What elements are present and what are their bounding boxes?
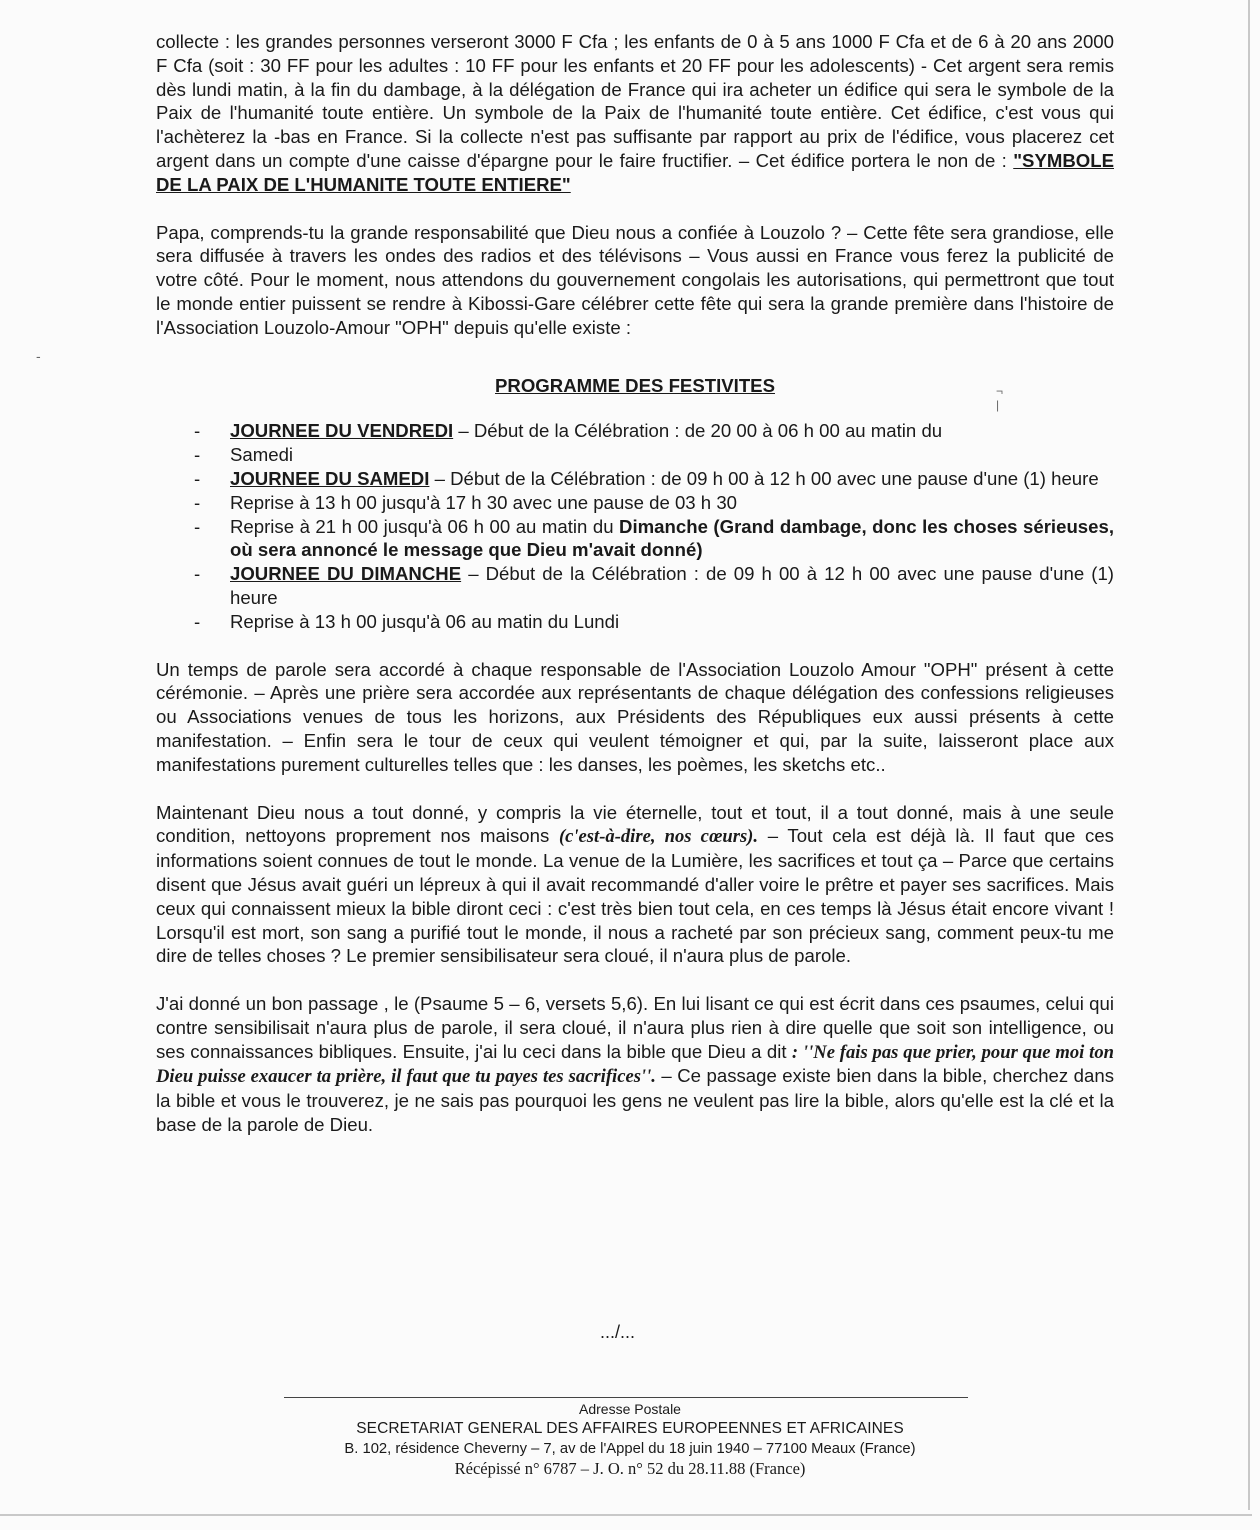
list-item: - JOURNEE DU VENDREDI – Début de la Célébration : de 20 00 à 06 h 00 au matin du <box>194 420 943 442</box>
footer-divider <box>284 1397 968 1398</box>
list-item: - Reprise à 13 h 00 jusqu'à 17 h 30 avec une pause de 03 h 30 <box>194 491 737 513</box>
letter-body <box>156 30 1114 1137</box>
postal-address-footer <box>250 1399 1010 1479</box>
symbol-name-emphasis: "SYMBOLE DE LA PAIX DE L'HUMANITE TOUTE ENTIERE" <box>156 149 1114 195</box>
paragraph-psaume: J'ai donné un bon passage , le (Psaume 5 – 6, versets 5,6). En lui lisant ce qui est écrit dans ces psaumes, celui qui contre sensibilisait n'aura plus de parole, il sera cloué, il n'aura plus rien à dire quelle que soit son intelligence, ou ses connaissances bibliques. Ensuite, j'ai lu ceci dans la bible que Dieu a dit : ''Ne fais pas que prier, pour que moi ton Dieu puisse exaucer ta prière, il faut que tu payes tes sacrifices''. – Ce passage existe bien dans la bible, cherchez dans la bible et vous le trouverez, je ne sais pas pourquoi les gens ne veulent pas lire la bible, alors qu'elle est la clé et la base de la parole de Dieu. <box>156 993 1114 1136</box>
paragraph-responsabilite: Papa, comprends-tu la grande responsabilité que Dieu nous a confiée à Louzolo ? – Cette fête sera grandiose, elle sera diffusée à travers les ondes des radios et des télévisons – Vous aussi en France vous ferez la publicité de votre côté. Pour le moment, nous attendons du gouvernement congolais les autorisations, qui permettront que tout le monde entier puissent se rendre à Kibossi-Gare célébrer cette fête qui sera la grande première dans l'histoire de l'Association Louzolo-Amour "OPH" depuis qu'elle existe : <box>156 221 1114 338</box>
program-heading: PROGRAMME DES FESTIVITES <box>495 374 775 396</box>
scan-speck: ¬ | <box>996 384 1004 412</box>
list-item: - Reprise à 13 h 00 jusqu'à 06 au matin du Lundi <box>194 610 620 632</box>
footer-title: Adresse Postale <box>579 1401 681 1417</box>
continuation-mark: .../... <box>600 1322 636 1342</box>
list-item: - JOURNEE DU DIMANCHE – Début de la Célébration : de 09 h 00 à 12 h 00 avec une pause d'une (1) heure <box>194 563 1114 608</box>
scan-speck: - <box>36 348 41 364</box>
page-edge-right <box>1248 0 1250 1510</box>
page-edge-bottom <box>0 1514 1252 1516</box>
program-list <box>156 419 1114 633</box>
paragraph-temps-de-parole: Un temps de parole sera accordé à chaque responsable de l'Association Louzolo Amour "OPH" présent à cette cérémonie. – Après une prière sera accordée aux représentants de chaque délégation des confessions religieuses ou Associations venues de tous les horizons, aux Présidents des Républiques eux aussi présents à cette manifestation. – Enfin sera le tour de ceux qui veulent témoigner et qui, par la suite, laisseront place aux manifestations purement culturelles telles que : les danses, les poèmes, les sketchs etc.. <box>156 658 1114 775</box>
list-item: - Samedi <box>194 444 294 466</box>
list-item: - Reprise à 21 h 00 jusqu'à 06 h 00 au matin du Dimanche (Grand dambage, donc les choses sérieuses, où sera annoncé le message que Dieu m'avait donné) <box>194 515 1114 561</box>
footer-address: B. 102, résidence Cheverny – 7, av de l'Appel du 18 juin 1940 – 77100 Meaux (France) <box>344 1441 916 1457</box>
footer-registration: Récépissé n° 6787 – J. O. n° 52 du 28.11.88 (France) <box>454 1459 806 1478</box>
footer-organization: SECRETARIAT GENERAL DES AFFAIRES EUROPEENNES ET AFRICAINES <box>356 1420 904 1437</box>
paragraph-collecte: collecte : les grandes personnes verseront 3000 F Cfa ; les enfants de 0 à 5 ans 1000 F Cfa et de 6 à 20 ans 2000 F Cfa (soit : 30 FF pour les adultes : 10 FF pour les enfants et 20 FF pour les adolescents) - Cet argent sera remis dès lundi matin, à la fin du dambage, à la délégation de France qui ira acheter un édifice qui sera le symbole de la Paix de l'humanité toute entière. Un symbole de la Paix de l'humanité toute entière. Cet édifice, c'est vous qui l'achèterez la -bas en France. Si la collecte n'est pas suffisante par rapport au prix de l'édifice, vous placerez cet argent dans un compte d'une caisse d'épargne pour le faire fructifier. – Cet édifice portera le non de : "SYMBOLE DE LA PAIX DE L'HUMANITE TOUTE ENTIERE" <box>156 31 1114 195</box>
list-item: - JOURNEE DU SAMEDI – Début de la Célébration : de 09 h 00 à 12 h 00 avec une pause d'une (1) heure <box>194 467 1099 489</box>
paragraph-vie-eternelle: Maintenant Dieu nous a tout donné, y compris la vie éternelle, tout et tout, il a tout donné, mais à une seule condition, nettoyons proprement nos maisons (c'est-à-dire, nos cœurs). – Tout cela est déjà là. Il faut que ces informations soient connues de tout le monde. La venue de la Lumière, les sacrifices et tout ça – Parce que certains disent que Jésus avait guéri un lépreux à qui il avait recommandé d'aller voire le prêtre et payer ses sacrifices. Mais ceux qui connaissent mieux la bible diront ceci : c'est très bien tout cela, en ces temps là Jésus était encore vivant ! Lorsqu'il est mort, son sang a purifié tout le monde, il nous a racheté par son précieux sang, comment peux-tu me dire de telles choses ? Le premier sensibilisateur sera cloué, il n'aura plus de parole. <box>156 801 1114 967</box>
